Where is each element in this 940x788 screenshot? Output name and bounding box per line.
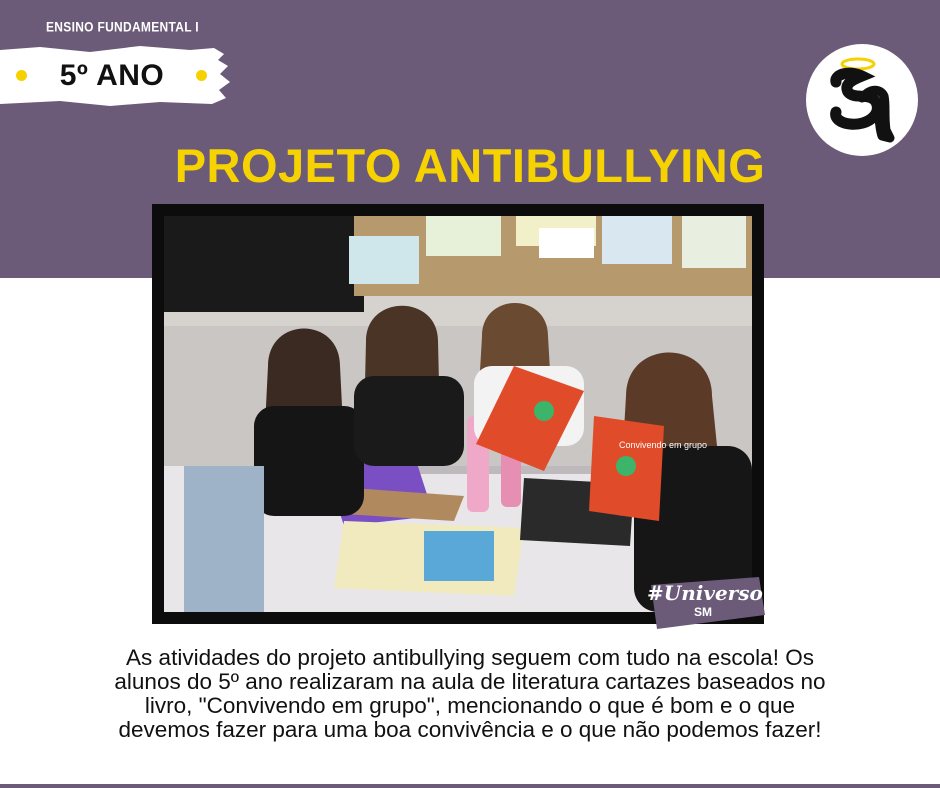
- body-line: alunos do 5º ano realizaram na aula de literatura cartazes baseados no: [114, 669, 826, 694]
- body-line: devemos fazer para uma boa convivência e o que não podemos fazer!: [118, 717, 822, 742]
- body-line: As atividades do projeto antibullying seguem com tudo na escola! Os: [126, 645, 814, 670]
- body-paragraph: [40, 646, 900, 742]
- grade-badge: [0, 44, 232, 108]
- hashtag-badge: [647, 575, 767, 631]
- body-line: livro, "Convivendo em grupo", mencionando o que é bom e o que: [144, 693, 796, 718]
- bottom-rule: [0, 784, 940, 788]
- students-photo: [164, 216, 752, 612]
- grade-label: 5º ANO: [59, 59, 165, 92]
- hashtag-sub: SM: [694, 605, 712, 619]
- segment-label: ENSINO FUNDAMENTAL I: [46, 18, 199, 36]
- photo-frame: [152, 204, 764, 624]
- hashtag-text: #Universo: [647, 581, 763, 605]
- page-title: PROJETO ANTIBULLYING: [174, 139, 766, 192]
- book-title-text: Convivendo em grupo: [619, 440, 708, 450]
